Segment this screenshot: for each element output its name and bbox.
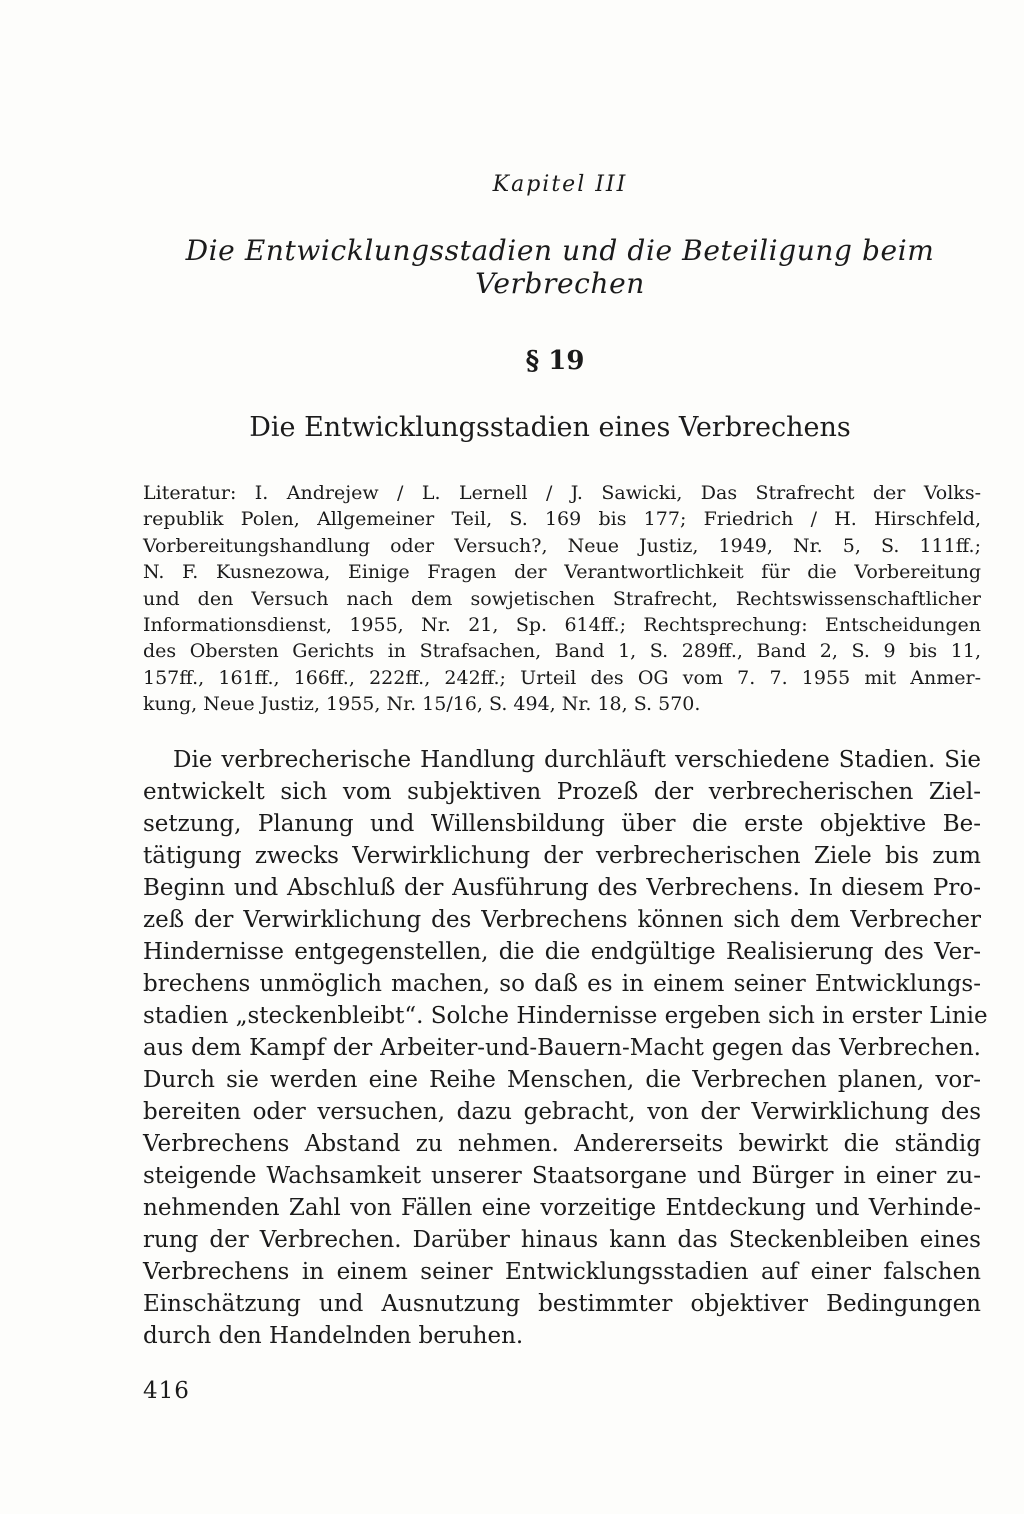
body-line: Die verbrecherische Handlung durchläuft verschiedene Stadien. Sie [173, 747, 981, 773]
body-line: setzung, Planung und Willensbildung über die erste objektive Be- [143, 811, 981, 837]
literature-line: und den Versuch nach dem sowjetischen Strafrecht, Rechtswissenschaftlicher [143, 587, 981, 610]
literature-line: N. F. Kusnezowa, Einige Fragen der Verantwortlichkeit für die Vorbereitung [143, 561, 981, 584]
body-line: Durch sie werden eine Reihe Menschen, die Verbrechen planen, vor- [143, 1067, 981, 1093]
body-line: aus dem Kampf der Arbeiter-und-Bauern-Macht gegen das Verbrechen. [143, 1035, 981, 1061]
literature-line: kung, Neue Justiz, 1955, Nr. 15/16, S. 494, Nr. 18, S. 570. [143, 693, 701, 716]
section-number: § 19 [525, 346, 585, 376]
page-number [143, 1378, 190, 1404]
body-line: brechens unmöglich machen, so daß es in einem seiner Entwicklungs- [143, 971, 981, 997]
literature-line: republik Polen, Allgemeiner Teil, S. 169 bis 177; Friedrich / H. Hirschfeld, [143, 508, 981, 531]
literature-line: Literatur: I. Andrejew / L. Lernell / J. Sawicki, Das Strafrecht der Volks- [143, 482, 981, 504]
chapter-label: Kapitel III [492, 172, 628, 197]
body-paragraph [143, 744, 988, 1352]
body-line: Hindernisse entgegenstellen, die die endgültige Realisierung des Ver- [143, 939, 981, 965]
body-line: tätigung zwecks Verwirklichung der verbrecherischen Ziele bis zum [143, 843, 981, 869]
literature-line: 157ff., 161ff., 166ff., 222ff., 242ff.; Urteil des OG vom 7. 7. 1955 mit Anmer- [143, 666, 981, 689]
section-title: Die Entwicklungsstadien eines Verbrechens [249, 412, 851, 443]
body-line: stadien „steckenbleibt“. Solche Hindernisse ergeben sich in erster Linie [143, 1003, 988, 1029]
body-line: zeß der Verwirklichung des Verbrechens können sich dem Verbrecher [143, 907, 981, 933]
literature-line: des Obersten Gerichts in Strafsachen, Band 1, S. 289ff., Band 2, S. 9 bis 11, [143, 640, 981, 663]
body-line: Verbrechens Abstand zu nehmen. Andererseits bewirkt die ständig [143, 1131, 981, 1157]
literature-line: Informationsdienst, 1955, Nr. 21, Sp. 614ff.; Rechtsprechung: Entscheidungen [143, 613, 981, 636]
page-number-value: 416 [143, 1378, 190, 1404]
body-line: bereiten oder versuchen, dazu gebracht, von der Verwirklichung des [143, 1099, 981, 1125]
body-line: Beginn und Abschluß der Ausführung des Verbrechens. In diesem Pro- [143, 875, 981, 901]
body-line: nehmenden Zahl von Fällen eine vorzeitige Entdeckung und Verhinde- [143, 1195, 981, 1221]
literature-line: Vorbereitungshandlung oder Versuch?, Neue Justiz, 1949, Nr. 5, S. 111ff.; [143, 534, 981, 557]
body-line: rung der Verbrechen. Darüber hinaus kann das Steckenbleiben eines [143, 1227, 981, 1253]
body-line: Verbrechens in einem seiner Entwicklungsstadien auf einer falschen [143, 1259, 981, 1285]
literature-references [143, 480, 981, 718]
body-line: Einschätzung und Ausnutzung bestimmter objektiver Bedingungen [143, 1291, 981, 1317]
body-line: durch den Handelnden beruhen. [143, 1323, 524, 1349]
chapter-title: Die Entwicklungsstadien und die Beteiligung beim Verbrechen [185, 234, 935, 300]
body-line: entwickelt sich vom subjektiven Prozeß der verbrecherischen Ziel- [143, 779, 981, 805]
body-line: steigende Wachsamkeit unserer Staatsorgane und Bürger in einer zu- [143, 1163, 981, 1189]
